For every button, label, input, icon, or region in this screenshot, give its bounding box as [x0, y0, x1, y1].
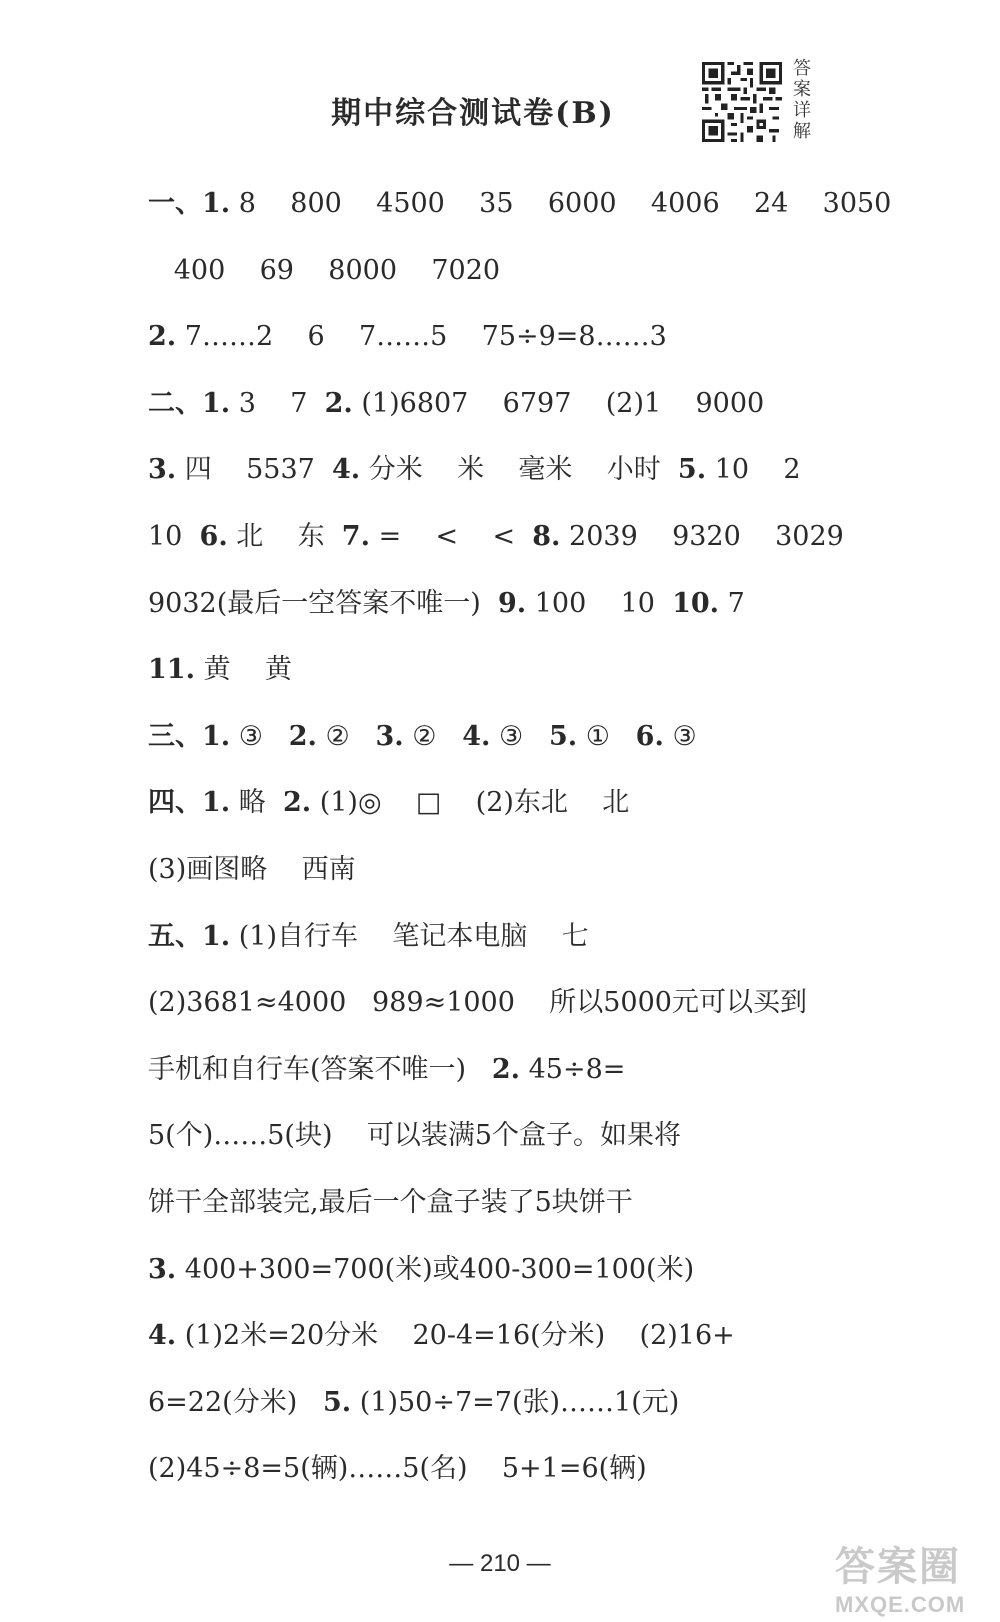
page-number: — 210 — [449, 1550, 551, 1577]
page-title: 期中综合测试卷(B) [331, 96, 615, 131]
answer-line [148, 1250, 948, 1290]
answer-line [148, 850, 948, 890]
question-number: 3. [148, 1254, 177, 1285]
question-number: 五、1. [148, 921, 231, 952]
answer-text: = < < [369, 521, 533, 552]
answer-text: 9032(最后一空答案不唯一) [148, 588, 498, 619]
qr-label-char: 案 [793, 79, 811, 100]
question-number: 三、1. [148, 721, 231, 752]
question-number: 9. [497, 588, 527, 619]
answer-text: 四 5537 [176, 454, 332, 485]
answer-line [148, 1449, 948, 1489]
question-number: 4. [148, 1320, 177, 1351]
answer-text: 7……2 6 7……5 75÷9=8……3 [176, 321, 667, 352]
answer-text: 分米 米 毫米 小时 [360, 454, 678, 485]
answer-text: (1)◎ □ (2)东北 北 [311, 787, 630, 818]
answer-line [148, 1116, 948, 1156]
answer-text: 7 [719, 588, 745, 619]
qr-code-label [790, 58, 814, 142]
answer-line [148, 783, 948, 823]
answer-text: ③ [230, 721, 289, 752]
answer-text: 10 [148, 521, 200, 552]
question-number: 3. [375, 721, 404, 752]
answer-text: 北 东 [227, 521, 342, 552]
answer-line [148, 317, 948, 357]
qr-label-char: 解 [793, 121, 811, 142]
question-number: 5. [322, 1387, 352, 1418]
answer-text: 45÷8= [520, 1054, 626, 1085]
answer-line [148, 917, 948, 957]
answer-text: 黄 黄 [194, 654, 292, 685]
question-number: 5. [677, 454, 707, 485]
answer-line [148, 1383, 948, 1423]
answer-line [148, 983, 948, 1023]
answer-line [148, 184, 948, 224]
answer-text: (1)2米=20分米 20-4=16(分米) (2)16+ [176, 1320, 735, 1351]
question-number: 6. [199, 521, 228, 552]
answer-text: ① [577, 721, 636, 752]
answer-text: 5(个)……5(块) 可以装满5个盒子。如果将 [148, 1120, 681, 1151]
answer-line [148, 1316, 948, 1356]
answer-line [148, 1050, 948, 1090]
qr-code-icon[interactable] [702, 62, 782, 142]
answer-text: ③ [663, 721, 697, 752]
question-number: 一、1. [148, 188, 231, 219]
question-number: 6. [635, 721, 664, 752]
answer-line [148, 584, 948, 624]
question-number: 四、1. [148, 787, 231, 818]
question-number: 5. [548, 721, 578, 752]
answer-text: (3)画图略 西南 [148, 854, 356, 885]
question-number: 2. [288, 721, 317, 752]
qr-label-char: 详 [793, 100, 811, 121]
answer-line [148, 1183, 948, 1223]
answer-text: (2)45÷8=5(辆)……5(名) 5+1=6(辆) [148, 1453, 647, 1484]
answer-line [148, 717, 948, 757]
qr-label-char: 答 [793, 58, 811, 79]
answer-text: 400+300=700(米)或400-300=100(米) [176, 1254, 695, 1285]
question-number: 3. [148, 454, 177, 485]
answer-text: 8 800 4500 35 6000 4006 24 3050 [230, 188, 892, 219]
answer-line [148, 384, 948, 424]
answer-text: 10 2 [706, 454, 801, 485]
answer-text: 手机和自行车(答案不唯一) [148, 1054, 492, 1085]
answer-text: ② [403, 721, 463, 752]
answer-text: ② [316, 721, 376, 752]
answer-line [148, 650, 948, 690]
question-number: 二、1. [148, 388, 231, 419]
question-number: 2. [491, 1054, 521, 1085]
question-number: 8. [532, 521, 561, 552]
answer-text: (1)自行车 笔记本电脑 七 [230, 921, 589, 952]
answer-text: 6=22(分米) [148, 1387, 323, 1418]
answer-text: 100 10 [526, 588, 673, 619]
question-number: 2. [324, 388, 353, 419]
question-number: 11. [148, 654, 195, 685]
question-number: 2. [282, 787, 312, 818]
question-number: 10. [672, 588, 720, 619]
answer-text: 略 [230, 787, 283, 818]
answer-text: (1)6807 6797 (2)1 9000 [352, 388, 765, 419]
question-number: 2. [148, 321, 177, 352]
answer-text: 2039 9320 3029 [560, 521, 844, 552]
watermark-logo: 答案圈 MXQE.COM [835, 1545, 966, 1617]
answer-line [148, 450, 948, 490]
question-number: 4. [462, 721, 491, 752]
question-number: 4. [331, 454, 361, 485]
answer-text: (2)3681≈4000 989≈1000 所以5000元可以买到 [148, 987, 807, 1018]
answer-line [148, 251, 948, 291]
answer-line [148, 517, 948, 557]
answer-text: (1)50÷7=7(张)……1(元) [351, 1387, 680, 1418]
answer-text: 400 69 8000 7020 [148, 255, 501, 286]
question-number: 7. [341, 521, 370, 552]
answer-text: 饼干全部装完,最后一个盒子装了5块饼干 [148, 1187, 633, 1218]
answer-text: 3 7 [230, 388, 325, 419]
answer-text: ③ [490, 721, 549, 752]
